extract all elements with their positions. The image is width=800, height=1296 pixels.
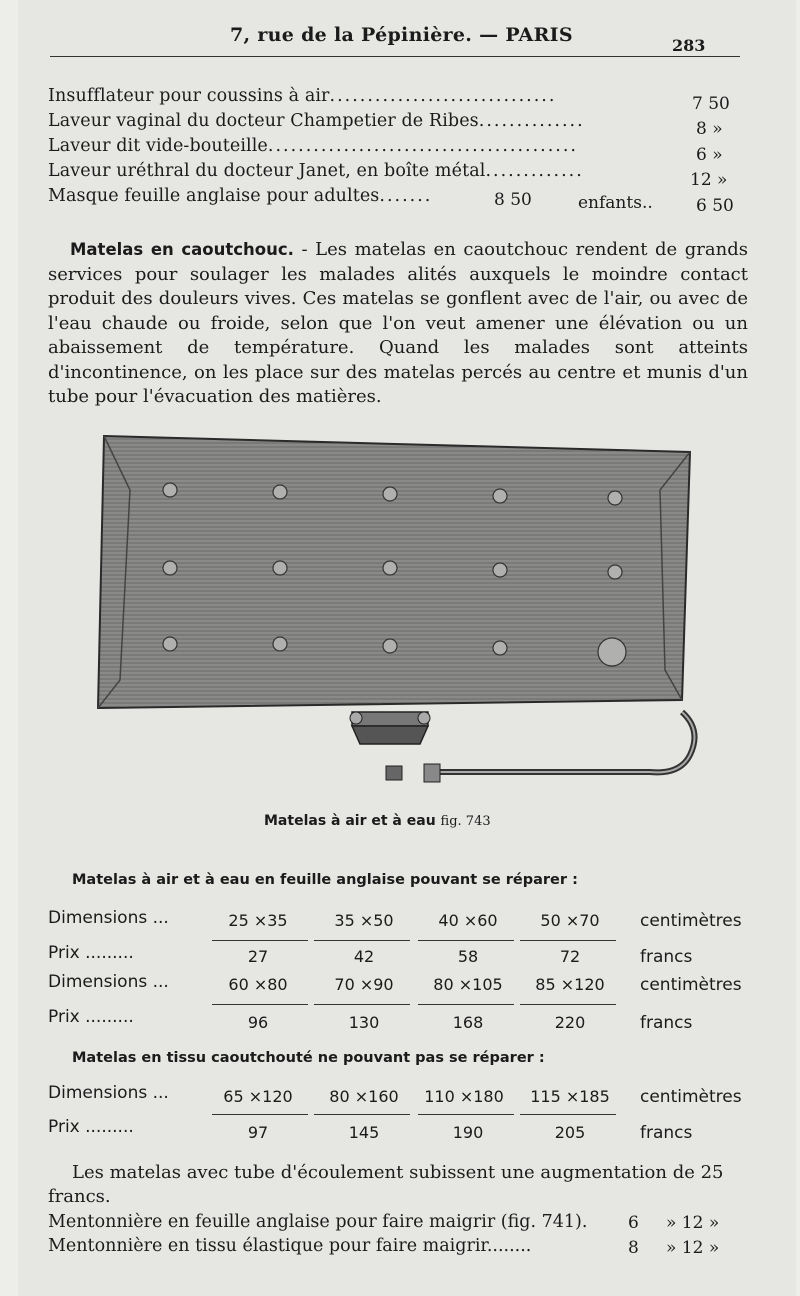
- table2-cell: 190: [452, 1123, 484, 1142]
- table2-unit: francs: [640, 1123, 693, 1143]
- table1-unit: centimètres: [640, 975, 742, 995]
- table1-cell: 70 ×90: [334, 975, 394, 994]
- price-vide-bouteille: 6 »: [696, 145, 723, 165]
- table2-cell: 97: [247, 1123, 269, 1142]
- table1-cell: 35 ×50: [334, 911, 394, 930]
- price-insufflateur: 7 50: [692, 94, 730, 114]
- table1-cell: 220: [554, 1013, 586, 1032]
- table2-unit: centimètres: [640, 1087, 742, 1107]
- matelas-title: Matelas en caoutchouc.: [70, 240, 294, 259]
- table1-unit: centimètres: [640, 911, 742, 931]
- table1-cell: 25 ×35: [228, 911, 288, 930]
- table1-row4-label: Prix .........: [48, 1007, 134, 1027]
- table2-heading: Matelas en tissu caoutchouté ne pouvant pas se réparer :: [72, 1050, 545, 1066]
- table2-row2-label: Prix .........: [48, 1117, 134, 1137]
- table2-cell: 65 ×120: [223, 1087, 293, 1106]
- footer-item-mentonniere-anglaise: Mentonnière en feuille anglaise pour faire maigrir (fig. 741).: [48, 1212, 588, 1232]
- table1-cell: 60 ×80: [228, 975, 288, 994]
- table1-cell: 58: [457, 947, 479, 966]
- masque-child-price: 6 50: [696, 196, 734, 216]
- figure-label: fig. 743: [440, 814, 491, 829]
- table2-cell: 110 ×180: [424, 1087, 504, 1106]
- table1-cell: 168: [452, 1013, 484, 1032]
- table1-unit: francs: [640, 1013, 693, 1033]
- footer-price-1: 6: [628, 1213, 639, 1233]
- table1-cell: 27: [247, 947, 269, 966]
- price-item-masque: Masque feuille anglaise pour adultes.......: [48, 186, 433, 206]
- table1-cell: 42: [353, 947, 375, 966]
- page-number: 283: [672, 36, 706, 55]
- table1-cell: 130: [348, 1013, 380, 1032]
- mattress-illustration: [90, 430, 710, 800]
- table1-cell: 50 ×70: [540, 911, 600, 930]
- table1-cell: 80 ×105: [433, 975, 503, 994]
- price-laveur-urethral: 12 »: [690, 170, 728, 190]
- table1-row3-label: Dimensions ...: [48, 972, 169, 992]
- table1-cell: 72: [559, 947, 581, 966]
- matelas-paragraph: [48, 238, 748, 410]
- price-laveur-vaginal: 8 »: [696, 119, 723, 139]
- footer-item-mentonniere-elastique: Mentonnière en tissu élastique pour faire maigrir........: [48, 1236, 532, 1256]
- masque-child-label: enfants..: [578, 193, 653, 213]
- table2-cell: 145: [348, 1123, 380, 1142]
- header-address: 7, rue de la Pépinière. — PARIS: [230, 24, 573, 46]
- price-item-vide-bouteille: Laveur dit vide-bouteille.........................................: [48, 136, 578, 156]
- matelas-body: - Les matelas en caoutchouc rendent de grands services pour soulager les malades alités auxquels le moindre contact produit des douleurs vives. Ces matelas se gonflent avec de l'air, ou avec de l'eau chaude ou froide, selon que l'on veut amener une élévation ou un abaissement de température. Quand les malades sont atteints d'incontinence, on les place sur des matelas percés au centre et munis d'un tube pour l'évacuation des matières.: [48, 239, 748, 407]
- table1-row2-label: Prix .........: [48, 943, 134, 963]
- table2-cell: 205: [554, 1123, 586, 1142]
- table2-cell: 115 ×185: [530, 1087, 610, 1106]
- footer-price-2: » 12 »: [666, 1238, 720, 1258]
- figure-caption: Matelas à air et à eau fig. 743: [264, 813, 491, 829]
- table1-cell: 85 ×120: [535, 975, 605, 994]
- tube-note: Les matelas avec tube d'écoulement subissent une augmentation de 25 francs.: [48, 1162, 724, 1207]
- table1-cell: 40 ×60: [438, 911, 498, 930]
- price-item-laveur-vaginal: Laveur vaginal du docteur Champetier de Ribes..............: [48, 111, 585, 131]
- footer-price-1: 8: [628, 1238, 639, 1258]
- price-item-insufflateur: Insufflateur pour coussins à air..............................: [48, 86, 557, 106]
- masque-adult-price: 8 50: [494, 190, 532, 210]
- header-rule: [50, 56, 740, 57]
- table2-row1-label: Dimensions ...: [48, 1083, 169, 1103]
- table1-cell: 96: [247, 1013, 269, 1032]
- table1-row1-label: Dimensions ...: [48, 908, 169, 928]
- table2-cell: 80 ×160: [329, 1087, 399, 1106]
- price-item-laveur-urethral: Laveur uréthral du docteur Janet, en boîte métal.............: [48, 161, 584, 181]
- footer-price-2: » 12 »: [666, 1213, 720, 1233]
- table1-heading: Matelas à air et à eau en feuille anglaise pouvant se réparer :: [72, 872, 578, 888]
- table1-unit: francs: [640, 947, 693, 967]
